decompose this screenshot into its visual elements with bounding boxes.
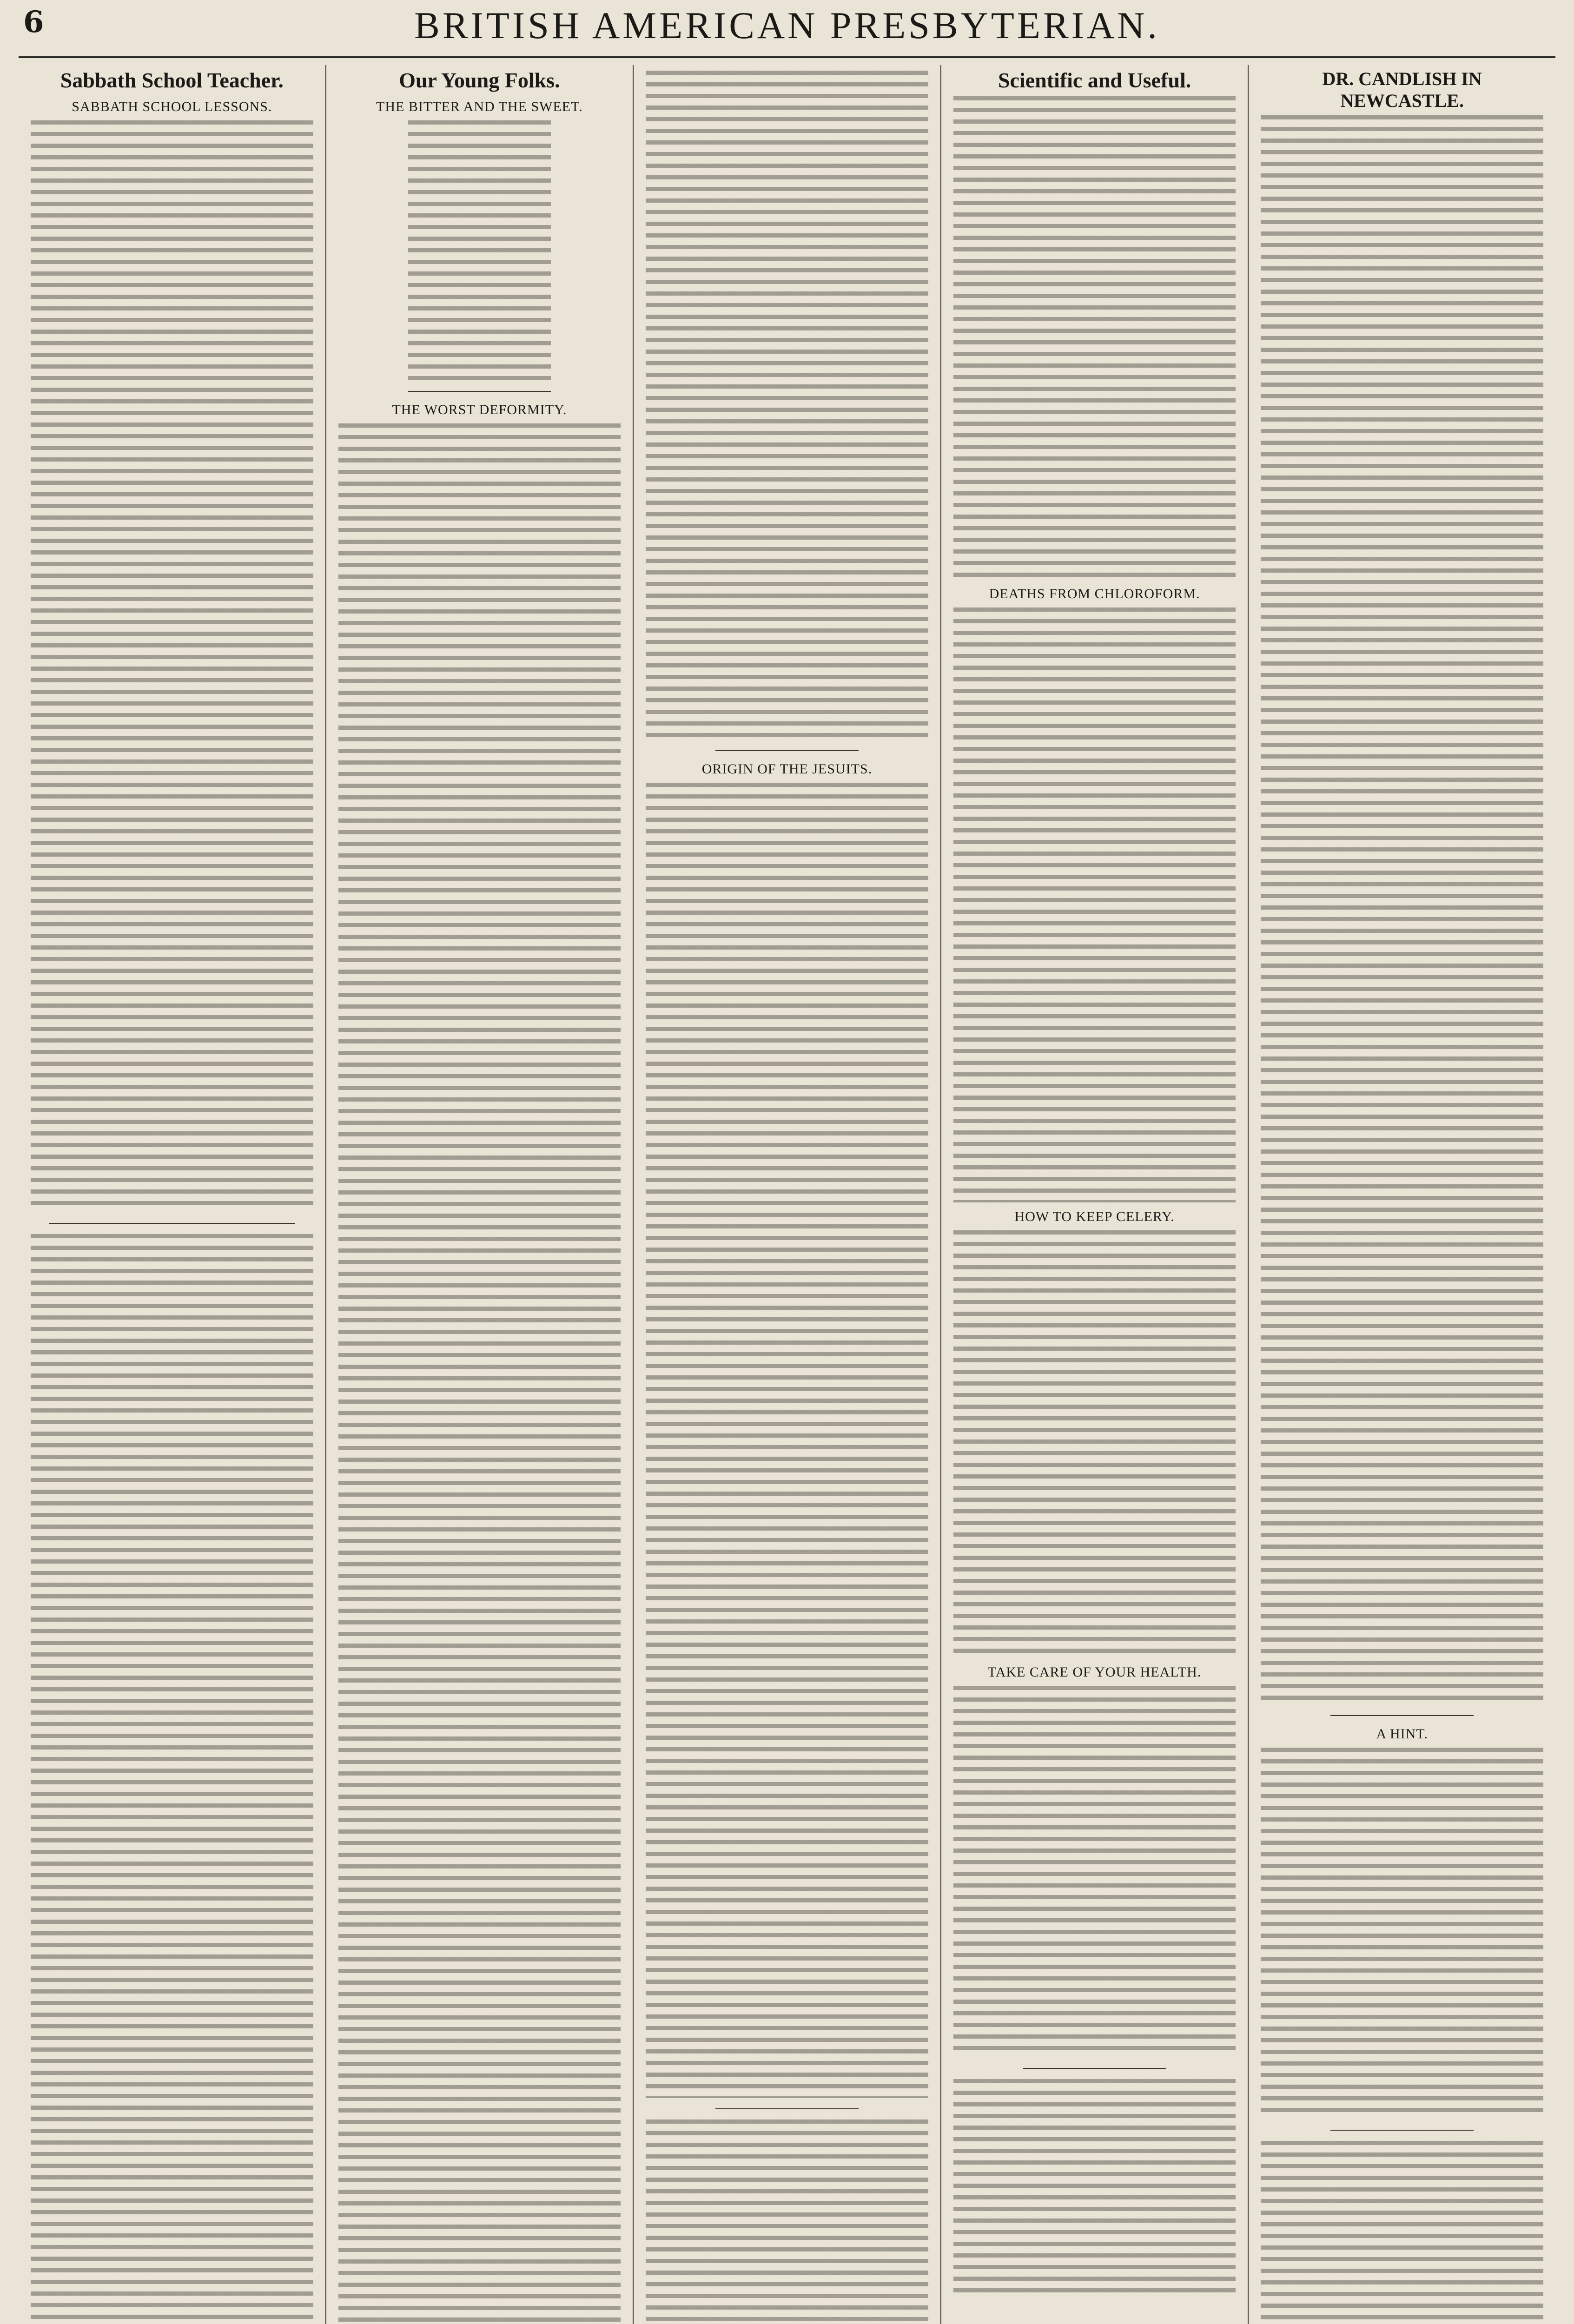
- column-2: [326, 65, 634, 2324]
- column-5: [1249, 65, 1555, 2324]
- body-text-placeholder: [646, 71, 928, 740]
- column-rule: [49, 1223, 295, 1224]
- body-text-placeholder: [953, 2079, 1236, 2298]
- section-heading: DR. CANDLISH IN NEWCASTLE.: [1322, 68, 1482, 111]
- body-text-placeholder: [953, 1230, 1236, 1658]
- body-text-placeholder: [953, 1686, 1236, 2058]
- body-text-placeholder: [1261, 2141, 1543, 2324]
- sub-heading: TAKE CARE OF YOUR HEALTH.: [987, 1664, 1202, 1680]
- sub-heading: A HINT.: [1376, 1726, 1428, 1742]
- sub-heading: THE BITTER AND THE SWEET.: [376, 99, 583, 114]
- sub-heading: DEATHS FROM CHLOROFORM.: [989, 586, 1200, 601]
- column-rule: [1330, 2130, 1474, 2131]
- column-4: [941, 65, 1249, 2324]
- body-text-placeholder: [953, 607, 1236, 1202]
- masthead: [19, 0, 1555, 58]
- page-number: 6: [23, 5, 44, 40]
- column-rule: [1330, 1715, 1474, 1716]
- sub-heading: THE WORST DEFORMITY.: [392, 402, 567, 417]
- section-heading: Sabbath School Teacher.: [60, 68, 284, 92]
- paper-title: BRITISH AMERICAN PRESBYTERIAN.: [414, 4, 1160, 46]
- column-1: [19, 65, 326, 2324]
- section-heading: Scientific and Useful.: [998, 68, 1191, 92]
- body-text-placeholder: [31, 120, 313, 1213]
- column-rule: [715, 750, 859, 751]
- body-text-placeholder: [1261, 115, 1543, 1705]
- body-text-placeholder: [408, 120, 551, 381]
- sub-heading: ORIGIN OF THE JESUITS.: [701, 761, 873, 777]
- sub-heading: SABBATH SCHOOL LESSONS.: [72, 99, 272, 114]
- section-heading: Our Young Folks.: [399, 68, 560, 92]
- body-text-placeholder: [646, 2119, 928, 2324]
- body-text-placeholder: [31, 1234, 313, 2324]
- sub-heading: HOW TO KEEP CELERY.: [1014, 1209, 1175, 1224]
- body-text-placeholder: [953, 96, 1236, 580]
- body-text-placeholder: [338, 423, 621, 2324]
- body-text-placeholder: [646, 783, 928, 2098]
- column-rule: [408, 391, 551, 392]
- body-text-placeholder: [1261, 1748, 1543, 2119]
- column-3: [634, 65, 941, 2324]
- column-rule: [1023, 2068, 1166, 2069]
- column-rule: [715, 2108, 859, 2109]
- columns: [19, 65, 1555, 2324]
